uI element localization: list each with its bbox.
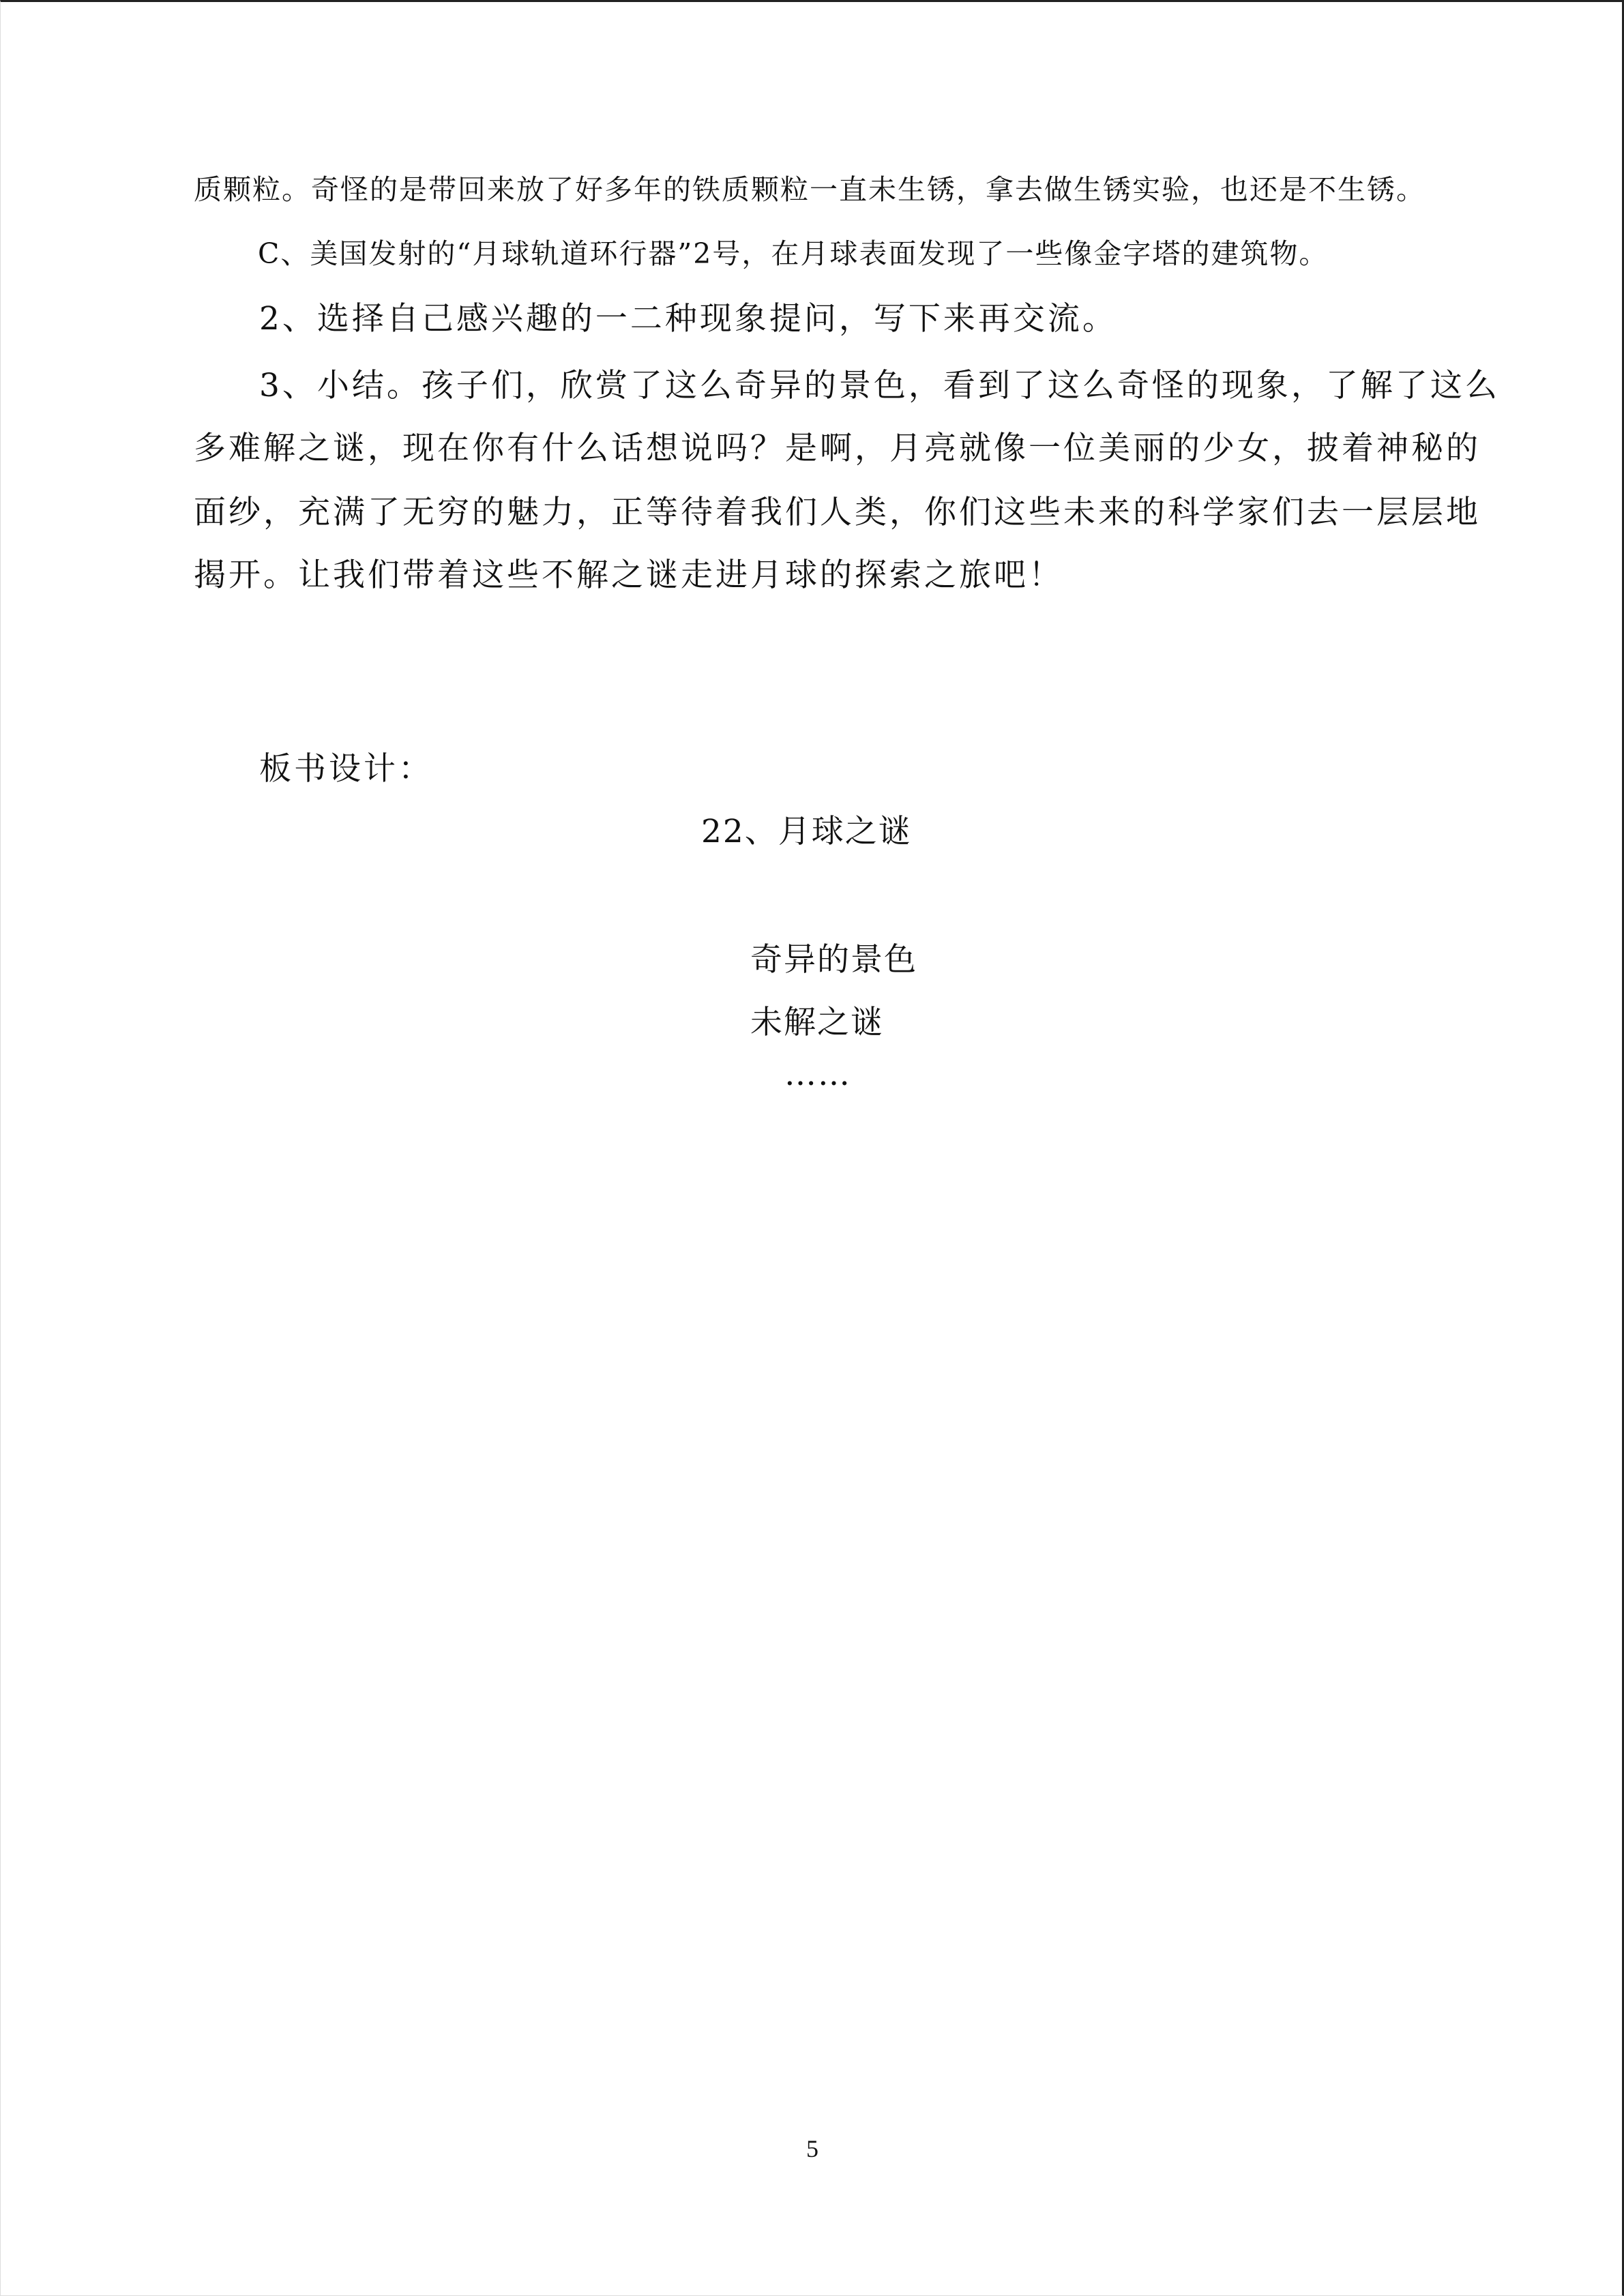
paragraph-line-6: 面纱，充满了无穷的魅力，正等待着我们人类，你们这些未来的科学家们去一层层地 [194,494,1481,531]
paragraph-line-2: C、美国发射的“月球轨道环行器”2号，在月球表面发现了一些像金字塔的建筑物。 [258,237,1329,270]
paragraph-line-5: 多难解之谜，现在你有什么话想说吗？是啊，月亮就像一位美丽的少女，披着神秘的 [194,430,1481,467]
page-number: 5 [806,2135,818,2162]
paragraph-line-3: 2、选择自己感兴趣的一二种现象提问，写下来再交流。 [259,300,1117,338]
paragraph-line-7: 揭开。让我们带着这些不解之谜走进月球的探索之旅吧！ [194,556,1063,594]
board-design-label: 板书设计： [259,750,433,788]
board-design-item-2: 未解之谜 [750,1004,884,1041]
paragraph-line-4: 3、小结。孩子们，欣赏了这么奇异的景色，看到了这么奇怪的现象，了解了这么 [259,367,1500,404]
board-design-title: 22、月球之谜 [701,813,912,850]
board-design-item-1: 奇异的景色 [750,941,917,979]
paragraph-line-1: 质颗粒。奇怪的是带回来放了好多年的铁质颗粒一直未生锈，拿去做生锈实验，也还是不生锈。 [194,173,1426,206]
board-design-item-3: …… [784,1056,851,1093]
